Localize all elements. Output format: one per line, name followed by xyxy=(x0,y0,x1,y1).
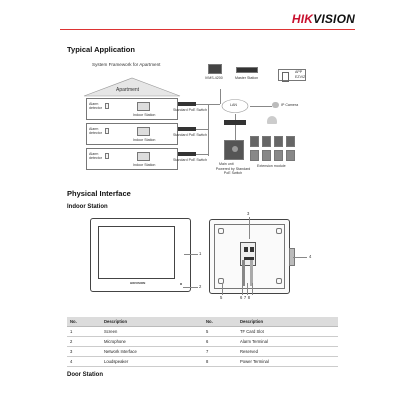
table-row xyxy=(67,356,338,366)
callout-2: 2 xyxy=(199,284,202,289)
floor-1 xyxy=(86,98,178,120)
alarm-detector-icon xyxy=(105,103,109,109)
door-station-heading: Door Station xyxy=(67,372,103,378)
network-port-icon xyxy=(250,247,254,252)
typical-application-heading: Typical Application xyxy=(67,45,135,54)
table-cell: 8 xyxy=(203,356,237,366)
connector-line xyxy=(196,129,208,130)
callout-6-7-8: 6 7 8 xyxy=(240,295,251,300)
apartment-label: Apartment xyxy=(116,87,140,93)
connector-line xyxy=(196,154,208,155)
extension-module-icon xyxy=(286,136,295,147)
extension-module-icon xyxy=(262,136,271,147)
connector-line xyxy=(196,104,208,105)
connector-line xyxy=(250,106,272,107)
powered-by-label: Powered by Standard PoE Switch xyxy=(215,167,251,175)
poe-switch-label: Standard PoE Switch xyxy=(173,133,207,137)
callout-1: 1 xyxy=(199,251,202,256)
indoor-station-label: Indoor Station xyxy=(133,138,156,142)
app-label: APP xyxy=(295,70,303,74)
table-header-row xyxy=(67,317,338,327)
app-ezviz-box xyxy=(278,69,306,81)
device-brand-label: HIKVISION xyxy=(130,281,146,285)
ip-camera-label: IP Camera xyxy=(281,103,299,107)
extension-module-icon xyxy=(250,150,259,161)
interface-table xyxy=(67,317,338,367)
alarm-detector-icon xyxy=(105,128,109,134)
lan-label: LAN xyxy=(230,103,237,107)
column-header: Description xyxy=(101,317,203,327)
system-diagram xyxy=(60,56,355,186)
column-header: No. xyxy=(67,317,101,327)
indoor-station-label: Indoor Station xyxy=(133,163,156,167)
table-cell: 6 xyxy=(203,337,237,347)
table-cell: TF Card Slot xyxy=(237,327,338,337)
table-cell: 2 xyxy=(67,337,101,347)
extension-module-icon xyxy=(274,136,283,147)
table-row xyxy=(67,337,338,347)
extension-module-icon xyxy=(250,136,259,147)
table-cell: Screen xyxy=(101,327,203,337)
smartphone-icon xyxy=(282,72,289,82)
table-cell: Alarm Terminal xyxy=(237,337,338,347)
main-unit-label: Main unit xyxy=(219,162,234,166)
callout-4: 4 xyxy=(309,254,312,259)
header-rule xyxy=(60,29,355,30)
extension-module-label: Extension module xyxy=(257,164,286,168)
poe-switch-label: Standard PoE Switch xyxy=(173,158,207,162)
alarm-detector-label: Alarm detector xyxy=(89,102,102,110)
screw-hole-icon xyxy=(276,228,282,234)
camera-lens-icon xyxy=(232,146,238,152)
brand-suffix: VISION xyxy=(313,12,355,26)
alarm-detector-label: Alarm detector xyxy=(89,152,102,160)
dome-camera-icon xyxy=(267,116,277,124)
computer-monitor-icon xyxy=(208,64,222,74)
extension-module-icon xyxy=(262,150,271,161)
table-cell: 7 xyxy=(203,346,237,356)
ivms-label: iVMS-4200 xyxy=(205,76,223,80)
poe-switch-label: Standard PoE Switch xyxy=(173,108,207,112)
network-port-icon xyxy=(244,247,248,252)
table-cell: Reserved xyxy=(237,346,338,356)
column-header: Description xyxy=(237,317,338,327)
indoor-station-icon xyxy=(137,127,150,136)
extension-module-icon xyxy=(274,150,283,161)
table-cell: Microphone xyxy=(101,337,203,347)
table-cell: Power Terminal xyxy=(237,356,338,366)
door-station-main-unit-icon xyxy=(224,140,244,160)
connector-line xyxy=(208,104,220,105)
extension-module-icon xyxy=(286,150,295,161)
master-station-label: Master Station xyxy=(235,76,259,80)
screw-hole-icon xyxy=(218,278,224,284)
table-cell: Network Interface xyxy=(101,346,203,356)
callout-line xyxy=(293,257,307,258)
callout-line xyxy=(183,287,198,288)
indoor-station-heading: Indoor Station xyxy=(67,204,108,210)
table-row xyxy=(67,346,338,356)
screw-hole-icon xyxy=(276,278,282,284)
brand-prefix: HIK xyxy=(291,12,314,26)
indoor-station-label: Indoor Station xyxy=(133,113,156,117)
table-cell: 4 xyxy=(67,356,101,366)
table-cell: 1 xyxy=(67,327,101,337)
callout-line xyxy=(222,283,223,295)
indoor-station-icon xyxy=(137,152,150,161)
ezviz-label: EZVIZ xyxy=(295,75,306,79)
poe-switch-icon xyxy=(178,102,196,106)
nvr-icon xyxy=(224,120,246,125)
floor-3 xyxy=(86,148,178,170)
table-cell: 5 xyxy=(203,327,237,337)
table-cell: 3 xyxy=(67,346,101,356)
callout-5: 5 xyxy=(220,295,223,300)
screw-hole-icon xyxy=(218,228,224,234)
ip-camera-icon xyxy=(272,102,279,108)
microphone-hole-icon xyxy=(180,283,182,285)
master-station-icon xyxy=(236,67,258,73)
indoor-station-front-view xyxy=(90,218,191,292)
callout-line xyxy=(247,283,248,295)
alarm-detector-label: Alarm detector xyxy=(89,127,102,135)
callout-line xyxy=(252,283,253,295)
indoor-station-icon xyxy=(137,102,150,111)
callout-line xyxy=(242,283,243,295)
table-row xyxy=(67,327,338,337)
floor-2 xyxy=(86,123,178,145)
diagram-title: System Framework for Apartment xyxy=(92,62,161,67)
callout-line xyxy=(184,254,198,255)
connector-line xyxy=(208,104,209,156)
table-cell: Loudspeaker xyxy=(101,356,203,366)
poe-switch-icon xyxy=(178,127,196,131)
connector-line xyxy=(235,114,236,142)
alarm-detector-icon xyxy=(105,153,109,159)
column-header: No. xyxy=(203,317,237,327)
callout-3: 3 xyxy=(247,211,250,216)
brand-logo xyxy=(292,12,355,26)
physical-interface-heading: Physical Interface xyxy=(67,189,131,198)
callout-line xyxy=(249,217,250,239)
poe-switch-icon xyxy=(178,152,196,156)
screen xyxy=(98,226,175,279)
